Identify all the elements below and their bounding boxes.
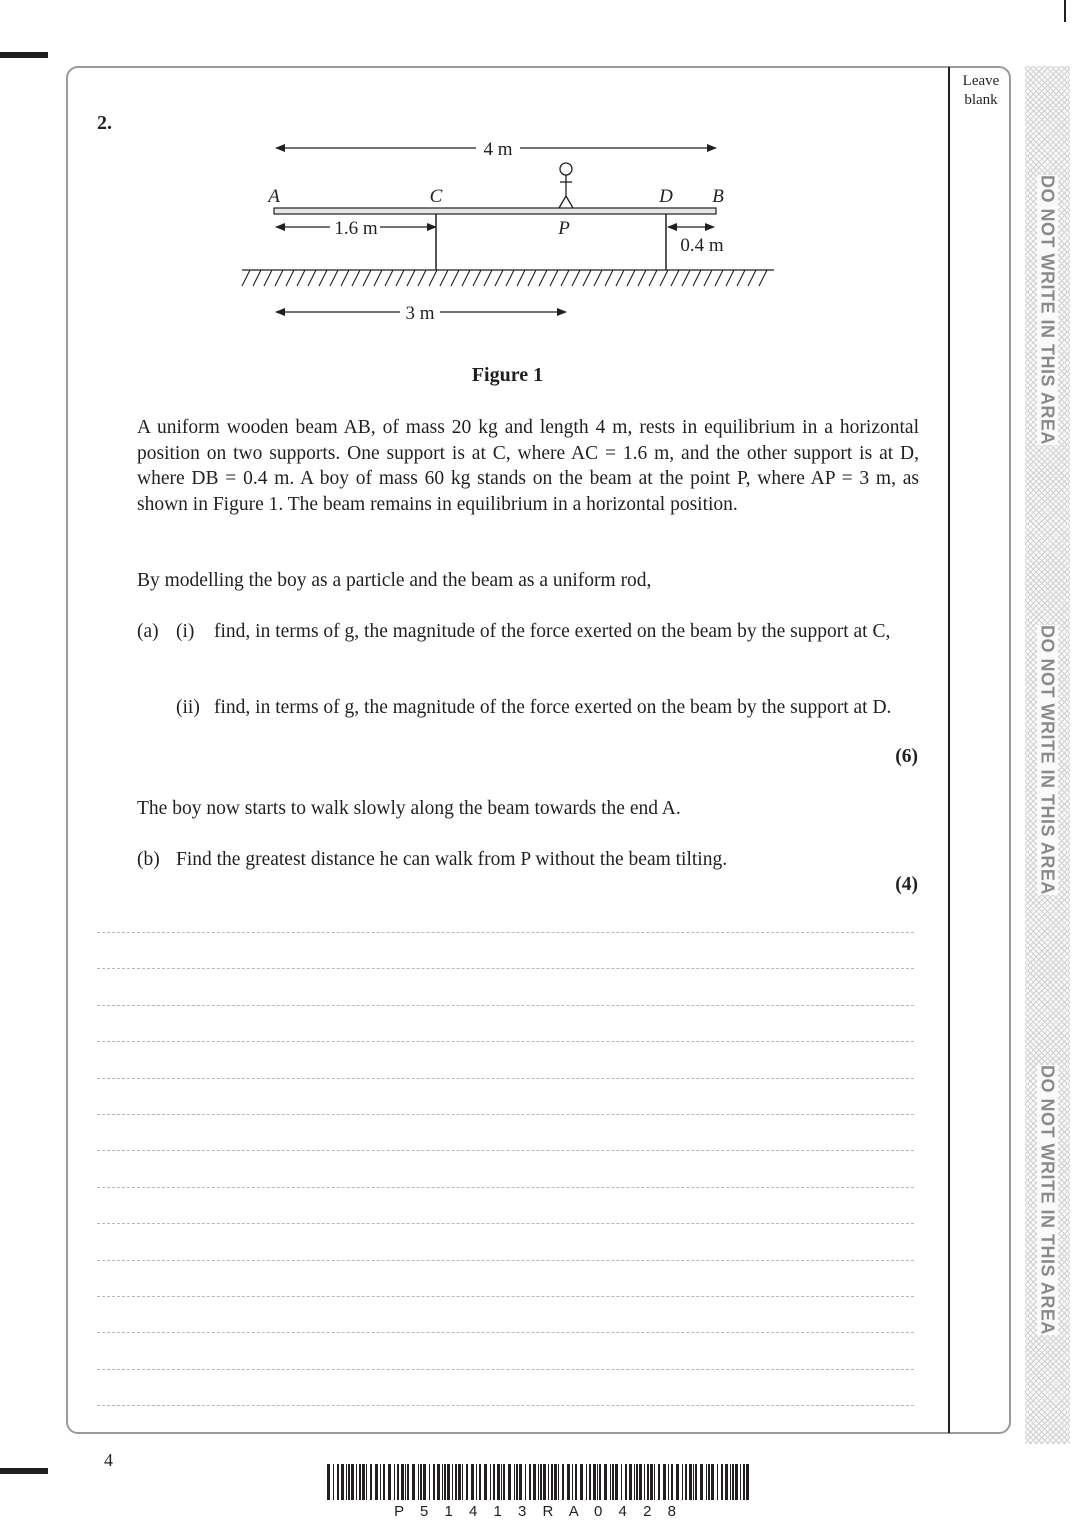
answer-line[interactable]	[97, 1005, 914, 1006]
barcode-bar	[695, 1464, 697, 1500]
barcode-bar	[589, 1464, 591, 1500]
hatch-stroke	[275, 270, 283, 286]
barcode-bar	[634, 1464, 635, 1500]
boy-figure	[559, 163, 573, 208]
crop-mark	[1064, 0, 1066, 22]
answer-line[interactable]	[97, 1296, 914, 1297]
part-a-i-label: (i)	[176, 621, 195, 642]
part-a-marks: (6)	[895, 746, 918, 767]
hatch-stroke	[341, 270, 349, 286]
label-3m: 3 m	[405, 303, 435, 324]
barcode-bar	[362, 1464, 365, 1500]
hatch-stroke	[429, 270, 437, 286]
barcode-bar	[437, 1464, 440, 1500]
barcode-bar	[359, 1464, 361, 1500]
label-P: P	[558, 218, 570, 239]
hatch-stroke	[627, 270, 635, 286]
barcode-bar	[717, 1464, 718, 1500]
barcode-bar	[721, 1464, 723, 1500]
barcode-bar	[348, 1464, 350, 1500]
barcode-bar	[558, 1464, 559, 1500]
hatch-stroke	[704, 270, 712, 286]
barcode-bar	[341, 1464, 344, 1500]
answer-line[interactable]	[97, 1114, 914, 1115]
hatch-stroke	[660, 270, 668, 286]
barcode-bar	[466, 1464, 468, 1500]
barcode-bar	[543, 1464, 546, 1500]
barcode-bar	[519, 1464, 522, 1500]
barcode-bar	[455, 1464, 457, 1500]
barcode-bar	[647, 1464, 649, 1500]
hatch-stroke	[561, 270, 569, 286]
barcode-bar	[514, 1464, 515, 1500]
margin-warning-1: DO NOT WRITE IN THIS AREA	[1037, 175, 1058, 445]
barcode-bar	[711, 1464, 714, 1500]
barcode-bar	[575, 1464, 577, 1500]
hatch-stroke	[605, 270, 613, 286]
barcode-bar	[593, 1464, 596, 1500]
hatch-stroke	[715, 270, 723, 286]
barcode-bar	[562, 1464, 564, 1500]
answer-line[interactable]	[97, 1405, 914, 1406]
barcode-bar	[654, 1464, 655, 1500]
barcode-bar	[337, 1464, 339, 1500]
barcode-bar	[490, 1464, 491, 1500]
hatch-stroke	[319, 270, 327, 286]
hatch-stroke	[572, 270, 580, 286]
barcode-bar	[401, 1464, 404, 1500]
hatch-stroke	[616, 270, 624, 286]
hatch-stroke	[748, 270, 756, 286]
hatch-stroke	[286, 270, 294, 286]
barcode-bar	[383, 1464, 385, 1500]
barcode-bar	[540, 1464, 542, 1500]
hatch-stroke	[407, 270, 415, 286]
hatch-stroke	[253, 270, 261, 286]
barcode-bar	[650, 1464, 653, 1500]
barcode-text: P 5 1 4 1 3 R A 0 4 2 8	[394, 1503, 682, 1519]
hatch-stroke	[594, 270, 602, 286]
barcode-bar	[740, 1464, 741, 1500]
barcode-bar	[462, 1464, 463, 1500]
margin-warning-2: DO NOT WRITE IN THIS AREA	[1037, 625, 1058, 895]
hatch-stroke	[352, 270, 360, 286]
ground-hatching	[242, 270, 767, 286]
answer-line[interactable]	[97, 1223, 914, 1224]
margin-warning-3: DO NOT WRITE IN THIS AREA	[1037, 1065, 1058, 1335]
barcode-bar	[554, 1464, 557, 1500]
barcode-bar	[380, 1464, 381, 1500]
label-D: D	[659, 186, 673, 207]
barcode-bar	[676, 1464, 679, 1500]
barcode-bar	[746, 1464, 749, 1500]
hatch-stroke	[264, 270, 272, 286]
hatch-stroke	[374, 270, 382, 286]
walk-paragraph: The boy now starts to walk slowly along the beam towards the end A.	[137, 798, 681, 819]
leave-blank-label: Leave blank	[962, 73, 1000, 108]
barcode-bar	[548, 1464, 549, 1500]
barcode-bar	[370, 1464, 372, 1500]
barcode-bar	[735, 1464, 738, 1500]
barcode-bar	[689, 1464, 692, 1500]
barcode-bar	[493, 1464, 495, 1500]
barcode-bar	[706, 1464, 707, 1500]
barcode-bar	[452, 1464, 453, 1500]
barcode-bar	[533, 1464, 536, 1500]
barcode-bar	[682, 1464, 683, 1500]
label-B: B	[712, 186, 724, 207]
barcode-bar	[503, 1464, 505, 1500]
barcode-bar	[375, 1464, 378, 1500]
hatch-stroke	[385, 270, 393, 286]
answer-line[interactable]	[97, 1187, 914, 1188]
barcode-bar	[351, 1464, 354, 1500]
barcode-bar	[615, 1464, 618, 1500]
barcode-bar	[625, 1464, 627, 1500]
hatch-stroke	[671, 270, 679, 286]
barcode-bar	[708, 1464, 710, 1500]
answer-line[interactable]	[97, 932, 914, 933]
barcode-bar	[567, 1464, 570, 1500]
barcode-bar	[663, 1464, 666, 1500]
barcode-bar	[572, 1464, 573, 1500]
barcode-bar	[433, 1464, 435, 1500]
hatch-stroke	[550, 270, 558, 286]
answer-line[interactable]	[97, 1332, 914, 1333]
part-b-marks: (4)	[895, 874, 918, 895]
hatch-stroke	[473, 270, 481, 286]
barcode-bar	[388, 1464, 391, 1500]
barcode-bar	[479, 1464, 481, 1500]
hatch-stroke	[440, 270, 448, 286]
hatch-stroke	[759, 270, 767, 286]
barcode-bar	[366, 1464, 367, 1500]
barcode-bar	[471, 1464, 474, 1500]
barcode-bar	[447, 1464, 450, 1500]
barcode-bar	[508, 1464, 511, 1500]
part-b-text: Find the greatest distance he can walk from P without the beam tilting.	[176, 849, 728, 870]
answer-line[interactable]	[97, 968, 914, 969]
hatch-stroke	[484, 270, 492, 286]
barcode-bar	[407, 1464, 409, 1500]
barcode-bar	[497, 1464, 500, 1500]
barcode-bar	[693, 1464, 694, 1500]
hatch-stroke	[649, 270, 657, 286]
barcode-bar	[476, 1464, 477, 1500]
hatch-stroke	[451, 270, 459, 286]
answer-line[interactable]	[97, 1041, 914, 1042]
barcode-bar	[418, 1464, 419, 1500]
barcode-bar	[538, 1464, 539, 1500]
leave-blank-divider	[948, 67, 950, 1433]
barcode-bar	[458, 1464, 461, 1500]
barcode-bar	[333, 1464, 334, 1500]
barcode-bar	[636, 1464, 638, 1500]
barcode-bar	[356, 1464, 357, 1500]
hatch-stroke	[418, 270, 426, 286]
answer-line[interactable]	[97, 1260, 914, 1261]
barcode-bar	[700, 1464, 703, 1500]
hatch-stroke	[506, 270, 514, 286]
barcode-bar	[405, 1464, 406, 1500]
barcode-bar	[551, 1464, 553, 1500]
modelling-paragraph: By modelling the boy as a particle and the beam as a uniform rod,	[137, 570, 652, 591]
barcode-bar	[671, 1464, 673, 1500]
barcode-bar	[580, 1464, 583, 1500]
part-a-ii-label: (ii)	[176, 697, 200, 718]
barcode-bar	[604, 1464, 607, 1500]
barcode-bar	[346, 1464, 347, 1500]
answer-line[interactable]	[97, 1369, 914, 1370]
hatch-stroke	[363, 270, 371, 286]
barcode-bar	[612, 1464, 614, 1500]
hatch-stroke	[330, 270, 338, 286]
barcode-bar	[423, 1464, 426, 1500]
page-number: 4	[104, 1450, 113, 1470]
barcode-bar	[586, 1464, 587, 1500]
hatch-stroke	[517, 270, 525, 286]
margin-bar-bottom	[0, 1468, 48, 1474]
hatch-stroke	[682, 270, 690, 286]
barcode-bar	[658, 1464, 660, 1500]
barcode-bar	[442, 1464, 443, 1500]
label-1-6m: 1.6 m	[334, 218, 378, 239]
barcode-bar	[610, 1464, 611, 1500]
barcode-bar	[501, 1464, 502, 1500]
question-number: 2.	[97, 112, 112, 134]
hatch-stroke	[638, 270, 646, 286]
hatch-stroke	[726, 270, 734, 286]
hatch-stroke	[242, 270, 250, 286]
answer-line[interactable]	[97, 1150, 914, 1151]
answer-line[interactable]	[97, 1078, 914, 1079]
barcode-bar	[732, 1464, 734, 1500]
beam	[274, 208, 716, 214]
barcode-bar	[525, 1464, 526, 1500]
barcode-bar	[629, 1464, 632, 1500]
barcode-bar	[429, 1464, 430, 1500]
barcode-bar	[725, 1464, 728, 1500]
hatch-stroke	[583, 270, 591, 286]
part-a-label: (a)	[137, 621, 159, 642]
part-b-label: (b)	[137, 849, 160, 870]
hatch-stroke	[297, 270, 305, 286]
intro-paragraph: A uniform wooden beam AB, of mass 20 kg and length 4 m, rests in equilibrium in a horizontal position on two supports. One support is at C, where AC = 1.6 m, and the other support is at D, where DB = 0.4 m. A boy of mass 60 kg stands on the beam at the point P, where AP = 3 m, as shown in Figure 1. The beam remains in equilibrium in a horizontal position.	[137, 417, 919, 515]
barcode-bar	[484, 1464, 487, 1500]
barcode	[327, 1464, 749, 1519]
barcode-bar	[639, 1464, 642, 1500]
barcode-bar	[394, 1464, 395, 1500]
barcode-bar	[644, 1464, 645, 1500]
part-a-i-text: find, in terms of g, the magnitude of the force exerted on the beam by the support at C,	[214, 621, 891, 642]
barcode-bar	[397, 1464, 399, 1500]
hatch-stroke	[308, 270, 316, 286]
barcode-bar	[444, 1464, 446, 1500]
label-0-4m: 0.4 m	[680, 235, 724, 256]
hatch-stroke	[396, 270, 404, 286]
hatch-stroke	[495, 270, 503, 286]
barcode-bar	[730, 1464, 731, 1500]
barcode-bar	[599, 1464, 601, 1500]
figure-caption: Figure 1	[471, 364, 544, 386]
barcode-bar	[685, 1464, 687, 1500]
margin-bar-top	[0, 52, 48, 58]
barcode-bar	[327, 1464, 330, 1500]
barcode-bar	[621, 1464, 622, 1500]
label-C: C	[429, 186, 443, 207]
label-A: A	[268, 186, 280, 207]
part-a-ii-text: find, in terms of g, the magnitude of the force exerted on the beam by the support at D.	[214, 697, 892, 718]
barcode-bar	[529, 1464, 531, 1500]
hatch-stroke	[462, 270, 470, 286]
barcode-bar	[743, 1464, 745, 1500]
barcode-bar	[597, 1464, 598, 1500]
hatch-stroke	[528, 270, 536, 286]
barcode-bar	[420, 1464, 422, 1500]
barcode-bar	[516, 1464, 518, 1500]
hatch-stroke	[737, 270, 745, 286]
label-4m: 4 m	[483, 139, 513, 160]
hatch-stroke	[693, 270, 701, 286]
barcode-bar	[668, 1464, 669, 1500]
barcode-bar	[412, 1464, 415, 1500]
beam-diagram	[230, 130, 790, 330]
hatch-stroke	[539, 270, 547, 286]
